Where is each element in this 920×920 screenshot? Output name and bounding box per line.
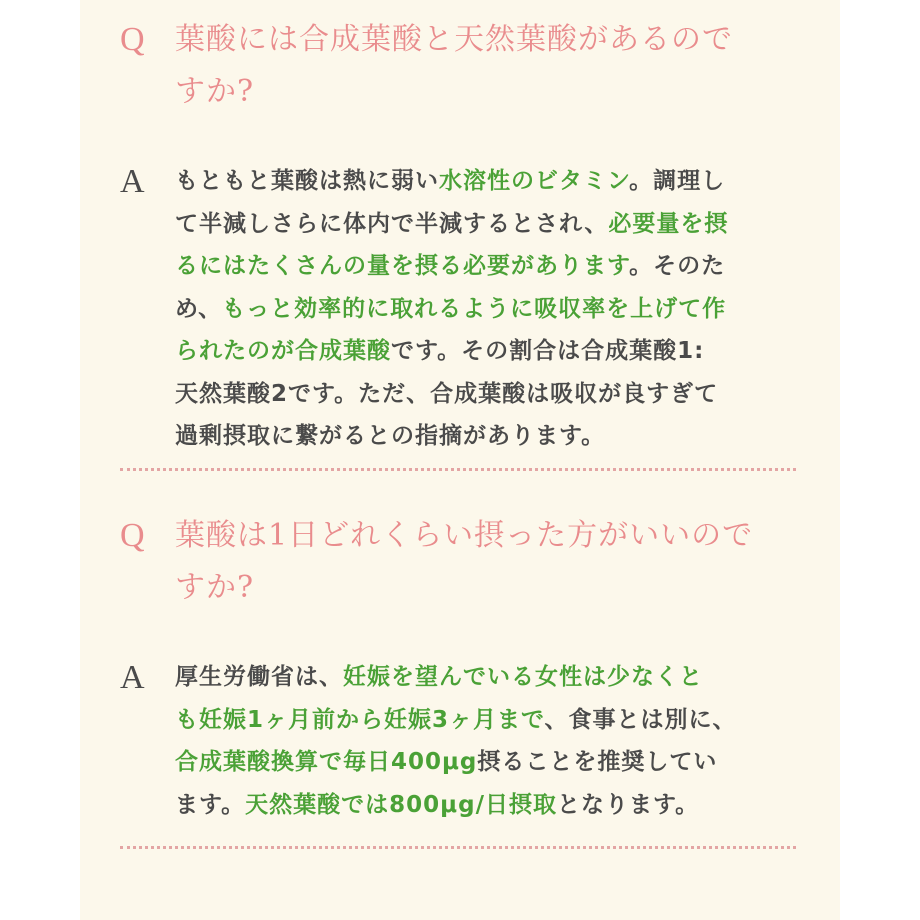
question-line: すか?: [175, 74, 255, 109]
answer-segment: て半減しさらに体内で半減するとされ、: [175, 210, 609, 237]
question-line: 葉酸には合成葉酸と天然葉酸があるので: [175, 22, 733, 57]
qa-item-1: [120, 14, 810, 458]
question-row: [120, 14, 810, 118]
answer-segment: め、: [175, 295, 223, 322]
answer-segment: 天然葉酸2です。ただ、合成葉酸は吸収が良すぎて: [175, 380, 719, 407]
question-text: [175, 14, 810, 118]
question-marker: Q: [120, 21, 145, 58]
answer-highlight: も妊娠1ヶ月前から妊娠3ヶ月まで: [175, 706, 545, 733]
answer-marker: A: [120, 659, 145, 696]
answer-highlight: 水溶性のビタミン: [439, 168, 630, 194]
answer-segment: となります。: [556, 791, 700, 818]
answer-segment: ます。: [175, 791, 246, 818]
answer-segment: 厚生労働省は、: [175, 664, 343, 690]
answer-segment: 過剰摂取に繋がるとの指摘があります。: [175, 423, 606, 449]
qa-item-2: [120, 510, 810, 826]
answer-text: [175, 160, 805, 458]
answer-line: [175, 245, 805, 288]
answer-highlight: られたのが合成葉酸: [175, 338, 391, 364]
answer-segment: 。調理し: [629, 168, 726, 194]
answer-highlight: 天然葉酸では800μg/日摂取: [245, 791, 557, 818]
answer-segment: 、食事とは別に、: [544, 706, 737, 733]
dotted-divider: [120, 468, 796, 471]
answer-highlight: 必要量を摂: [608, 210, 729, 237]
answer-highlight: もっと効率的に取れるように吸収率を上げて作: [222, 295, 727, 322]
answer-line: [175, 415, 805, 458]
answer-row: [120, 160, 810, 458]
question-line: 葉酸は1日どれくらい摂った方がいいので: [175, 518, 754, 553]
answer-row: [120, 656, 810, 826]
question-marker: Q: [120, 517, 145, 554]
answer-segment: です。その割合は合成葉酸1:: [391, 338, 705, 364]
answer-line: [175, 203, 805, 246]
answer-line: [175, 160, 805, 203]
answer-line: [175, 330, 805, 373]
answer-segment: 摂ることを推奨してい: [477, 749, 718, 775]
question-row: [120, 510, 810, 614]
answer-segment: 。そのた: [629, 253, 726, 279]
answer-marker: A: [120, 163, 145, 200]
dotted-divider: [120, 846, 796, 849]
question-line: すか?: [175, 570, 255, 605]
answer-highlight: 妊娠を望んでいる女性は少なくと: [343, 664, 703, 690]
answer-line: [175, 288, 805, 331]
answer-line: [175, 656, 805, 699]
answer-segment: もともと葉酸は熱に弱い: [175, 168, 439, 194]
answer-line: [175, 784, 805, 827]
answer-line: [175, 373, 805, 416]
answer-highlight: 合成葉酸換算で毎日400μg: [175, 749, 478, 775]
answer-line: [175, 699, 805, 742]
question-text: [175, 510, 810, 614]
answer-text: [175, 656, 805, 826]
answer-highlight: るにはたくさんの量を摂る必要があります: [175, 253, 630, 279]
answer-line: [175, 741, 805, 784]
